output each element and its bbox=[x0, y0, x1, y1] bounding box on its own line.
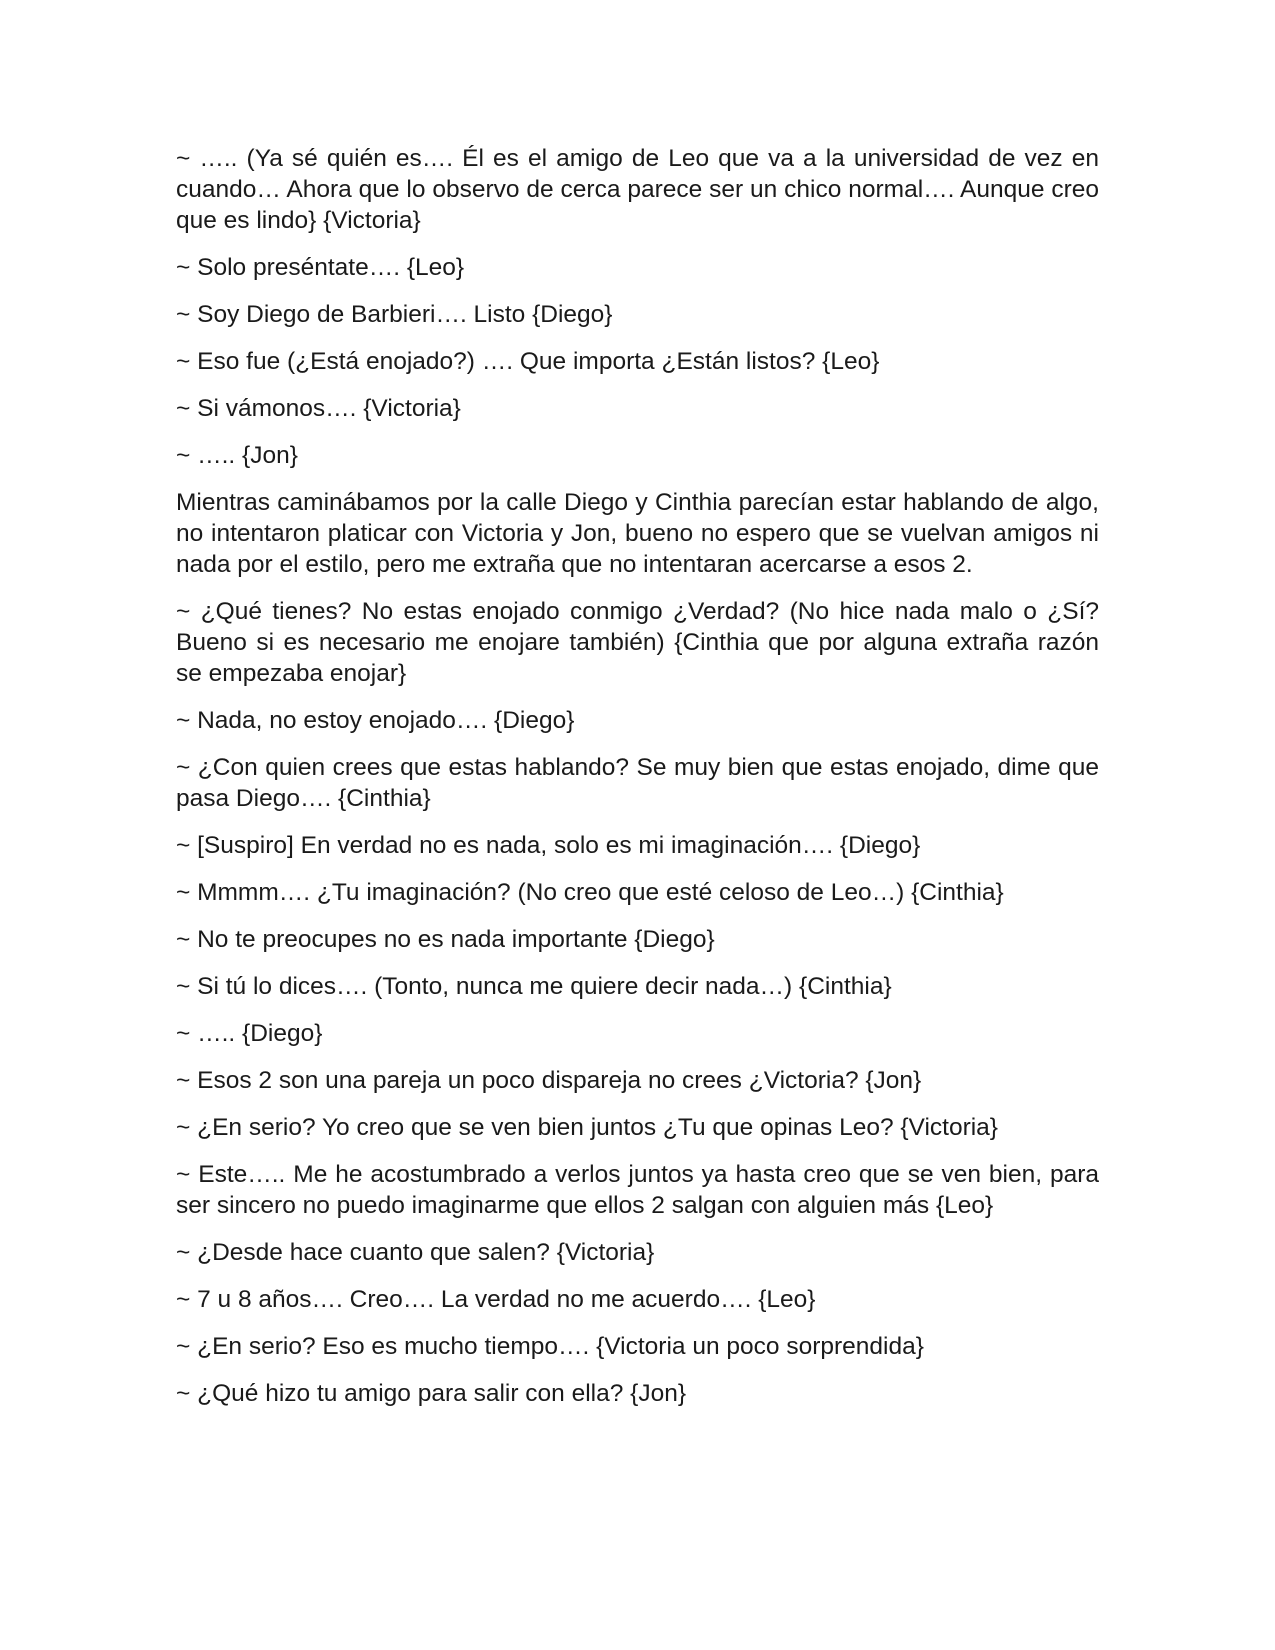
paragraph-1: ~ ….. (Ya sé quién es…. Él es el amigo de Leo que va a la universidad de vez en cuando… Ahora que lo observo de cerca parece ser un chico normal…. Aunque creo que es lindo} {Victoria} bbox=[176, 145, 1099, 234]
paragraph-15: ~ ….. {Diego} bbox=[176, 1020, 323, 1047]
paragraph-8: ~ ¿Qué tienes? No estas enojado conmigo ¿Verdad? (No hice nada malo o ¿Sí? Bueno si es necesario me enojare también) {Cinthia que por alguna extraña razón se empezaba enojar} bbox=[176, 598, 1099, 687]
paragraph-14: ~ Si tú lo dices…. (Tonto, nunca me quiere decir nada…) {Cinthia} bbox=[176, 973, 892, 1000]
paragraph-3: ~ Soy Diego de Barbieri…. Listo {Diego} bbox=[176, 301, 613, 328]
paragraph-18: ~ Este….. Me he acostumbrado a verlos juntos ya hasta creo que se ven bien, para ser sincero no puedo imaginarme que ellos 2 salgan con alguien más {Leo} bbox=[176, 1161, 1099, 1219]
paragraph-19: ~ ¿Desde hace cuanto que salen? {Victoria} bbox=[176, 1239, 655, 1266]
paragraph-2: ~ Solo preséntate…. {Leo} bbox=[176, 254, 465, 281]
paragraph-13: ~ No te preocupes no es nada importante {Diego} bbox=[176, 926, 715, 953]
paragraph-11: ~ [Suspiro] En verdad no es nada, solo es mi imaginación…. {Diego} bbox=[176, 832, 921, 859]
paragraph-5: ~ Si vámonos…. {Victoria} bbox=[176, 395, 461, 422]
paragraph-16: ~ Esos 2 son una pareja un poco dispareja no crees ¿Victoria? {Jon} bbox=[176, 1067, 922, 1094]
document-page bbox=[176, 143, 1099, 1425]
paragraph-21: ~ ¿En serio? Eso es mucho tiempo…. {Victoria un poco sorprendida} bbox=[176, 1333, 924, 1360]
paragraph-20: ~ 7 u 8 años…. Creo…. La verdad no me acuerdo…. {Leo} bbox=[176, 1286, 816, 1313]
paragraph-22: ~ ¿Qué hizo tu amigo para salir con ella? {Jon} bbox=[176, 1380, 687, 1407]
paragraph-4: ~ Eso fue (¿Está enojado?) …. Que importa ¿Están listos? {Leo} bbox=[176, 348, 880, 375]
paragraph-7: Mientras caminábamos por la calle Diego y Cinthia parecían estar hablando de algo, no intentaron platicar con Victoria y Jon, bueno no espero que se vuelvan amigos ni nada por el estilo, pero me extraña que no intentaran acercarse a esos 2. bbox=[176, 489, 1099, 578]
paragraph-17: ~ ¿En serio? Yo creo que se ven bien juntos ¿Tu que opinas Leo? {Victoria} bbox=[176, 1114, 998, 1141]
paragraph-12: ~ Mmmm…. ¿Tu imaginación? (No creo que esté celoso de Leo…) {Cinthia} bbox=[176, 879, 1004, 906]
paragraph-9: ~ Nada, no estoy enojado…. {Diego} bbox=[176, 707, 575, 734]
paragraph-10: ~ ¿Con quien crees que estas hablando? Se muy bien que estas enojado, dime que pasa Diego…. {Cinthia} bbox=[176, 754, 1099, 812]
paragraph-6: ~ ….. {Jon} bbox=[176, 442, 298, 469]
